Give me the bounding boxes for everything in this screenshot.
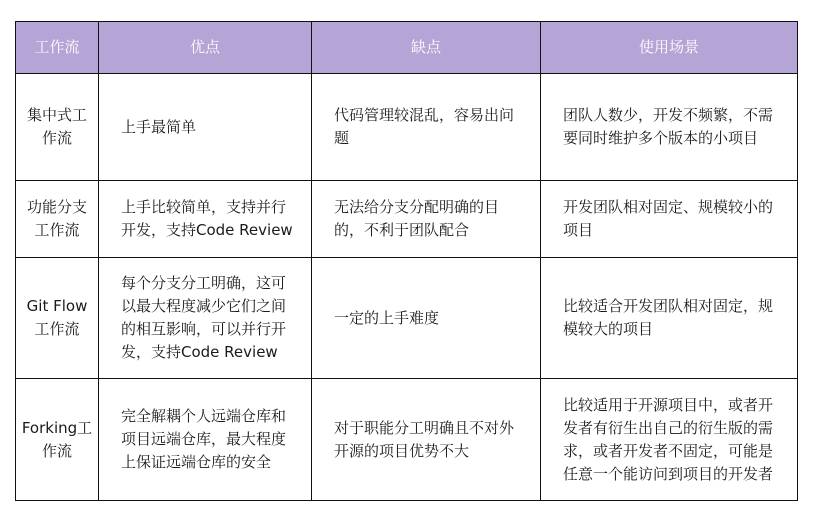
cell-text-line: 上保证远端仓库的安全	[121, 453, 272, 471]
cell-text-line: 代码管理较混乱，容易出问	[334, 106, 515, 124]
header-scenario: 使用场景	[541, 22, 798, 74]
cell-scenario	[541, 181, 798, 258]
cell-cons	[312, 181, 541, 258]
cell-text-line: 的相互影响，可以并行开	[121, 320, 287, 338]
cell-text-line: 发，支持Code Review	[121, 343, 278, 361]
table-body	[16, 74, 798, 501]
cell-text-line: 集中式工	[26, 106, 87, 124]
header-pros: 优点	[99, 22, 312, 74]
cell-text-line: 对于职能分工明确且不对外	[334, 418, 515, 437]
cell-text-line: 上手比较简单，支持并行	[121, 198, 287, 216]
cell-pros	[99, 181, 312, 258]
cell-text-line: Forking工	[21, 418, 93, 437]
cell-text-line: 模较大的项目	[563, 320, 654, 338]
cell-workflow-type	[16, 258, 99, 379]
cell-scenario	[541, 258, 798, 379]
cell-scenario	[541, 74, 798, 181]
cell-text-line: 以最大程度减少它们之间	[121, 297, 287, 315]
cell-text-line: 的，不利于团队配合	[334, 221, 470, 239]
cell-text-line: 上手最简单	[121, 117, 197, 136]
cell-text-line: 比较适用于开源项目中，或者开	[563, 395, 774, 414]
cell-text-line: 一定的上手难度	[334, 308, 440, 327]
cell-text-line: 题	[334, 129, 350, 147]
cell-text-line: 项目远端仓库，最大程度	[121, 430, 287, 448]
cell-text-line: 求，或者开发者不固定，可能是	[563, 441, 774, 460]
cell-text-line: 项目	[563, 221, 594, 239]
cell-text-line: 团队人数少，开发不频繁，不需	[563, 106, 774, 124]
cell-text-line: 开发，支持Code Review	[121, 221, 293, 239]
cell-text-line: 开源的项目优势不大	[334, 441, 470, 460]
table-row	[16, 181, 798, 258]
cell-text-line: 要同时维护多个版本的小项目	[563, 129, 759, 147]
cell-text-line: 无法给分支分配明确的目	[334, 198, 500, 216]
cell-text-line: Git Flow	[26, 297, 88, 315]
cell-workflow-type	[16, 74, 99, 181]
cell-text-line: 任意一个能访问到项目的开发者	[563, 464, 774, 483]
cell-text-line: 功能分支	[26, 198, 87, 216]
cell-text-line: 工作流	[34, 320, 80, 338]
header-cons: 缺点	[312, 22, 541, 74]
cell-pros	[99, 379, 312, 501]
cell-cons	[312, 74, 541, 181]
header-workflow: 工作流	[16, 22, 99, 74]
cell-text-line: 比较适合开发团队相对固定，规	[563, 297, 774, 315]
cell-text-line: 完全解耦个人远端仓库和	[121, 407, 287, 425]
cell-workflow-type	[16, 379, 99, 501]
cell-scenario	[541, 379, 798, 501]
workflow-comparison-table	[15, 21, 798, 501]
cell-text-line: 工作流	[34, 221, 80, 239]
table-row	[16, 258, 798, 379]
cell-text-line: 开发团队相对固定、规模较小的	[563, 198, 774, 216]
cell-workflow-type	[16, 181, 99, 258]
cell-pros	[99, 258, 312, 379]
cell-pros	[99, 74, 312, 181]
table-row	[16, 74, 798, 181]
cell-cons	[312, 258, 541, 379]
cell-text-line: 发者有衍生出自己的衍生版的需	[563, 418, 774, 437]
table-row	[16, 379, 798, 501]
cell-text-line: 作流	[41, 129, 72, 147]
header-row	[16, 22, 798, 74]
table-header	[16, 22, 798, 74]
cell-text-line: 每个分支分工明确，这可	[121, 274, 287, 292]
cell-text-line: 作流	[41, 441, 72, 460]
cell-cons	[312, 379, 541, 501]
